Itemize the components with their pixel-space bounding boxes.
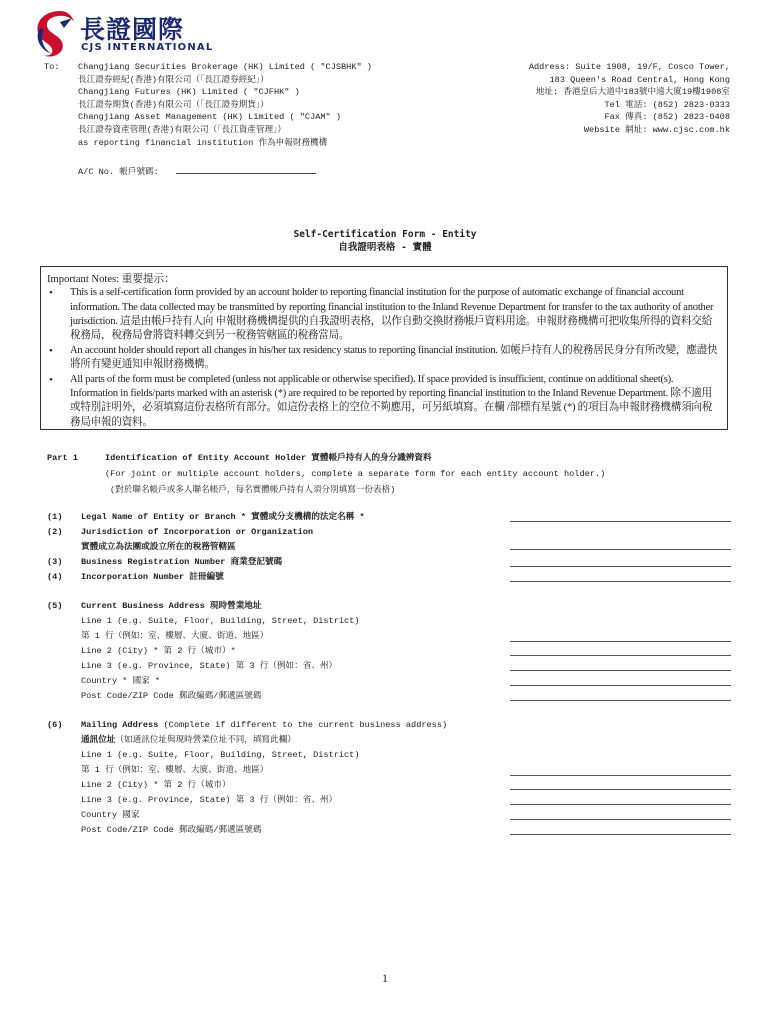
- mailing-country-field[interactable]: [510, 819, 731, 820]
- mailing-address-heading-note: (Complete if different to the current business address): [158, 720, 448, 730]
- address-line: 183 Queen's Road Central, Hong Kong: [549, 74, 730, 85]
- part1-label: Part 1: [47, 453, 78, 463]
- mailing-address-heading-cn: 通訊位址: [81, 735, 116, 745]
- logo-chinese-name: 長證國際: [80, 15, 185, 44]
- mailing-address-heading-cn-note: （如通訊位址與現時營業位址不同，填寫此欄）: [115, 735, 296, 745]
- recipient-line: Changjiang Securities Brokerage (HK) Limited ( "CJSBHK" ): [78, 62, 372, 72]
- address-line2-label: Line 2 (City) * 第 2 行（城市）*: [81, 646, 236, 656]
- form-title-en: Self-Certification Form - Entity: [293, 229, 477, 240]
- current-address-line3-field[interactable]: [510, 670, 731, 671]
- field-number: (5): [47, 601, 63, 611]
- part1-subtitle-en: (For joint or multiple account holders, complete a separate form for each entity account holder.): [105, 469, 606, 479]
- legal-name-field[interactable]: [510, 521, 731, 522]
- recipient-line: as reporting financial institution 作為申報財務機構: [78, 137, 328, 148]
- mailing-line1-label: Line 1 (e.g. Suite, Floor, Building, Street, District): [81, 750, 360, 760]
- mailing-postcode-label: Post Code/ZIP Code 郵政編碼/郵遞區號碼: [81, 825, 262, 835]
- mailing-address-heading-en: Mailing Address: [81, 720, 159, 730]
- account-number-field[interactable]: [176, 164, 316, 174]
- mailing-country-label: Country 國家: [81, 810, 140, 820]
- jurisdiction-label: Jurisdiction of Incorporation or Organization: [81, 527, 314, 537]
- current-address-line2-field[interactable]: [510, 655, 731, 656]
- current-country-field[interactable]: [510, 685, 731, 686]
- current-postcode-field[interactable]: [510, 700, 731, 701]
- recipient-line: Changjiang Futures (HK) Limited ( "CJFHK" ): [78, 87, 300, 98]
- current-address-heading: Current Business Address 現時營業地址: [81, 601, 262, 611]
- logo-emblem-icon: [30, 8, 76, 58]
- mailing-postcode-field[interactable]: [510, 834, 731, 835]
- recipient-line: 長江證券經紀(香港)有限公司（「長江證券經紀」）: [78, 74, 269, 85]
- business-registration-field[interactable]: [510, 566, 731, 567]
- mailing-line3-label: Line 3 (e.g. Province, State) 第 3 行（例如：省、州）: [81, 795, 338, 805]
- mailing-line1-label-cn: 第 1 行（例如：室、樓層、大廈、街道、地區）: [81, 765, 269, 775]
- address-line: Address: Suite 1908, 19/F, Cosco Tower,: [528, 62, 730, 72]
- logo-english-name: CJS INTERNATIONAL: [81, 42, 214, 53]
- company-logo: [30, 8, 230, 58]
- jurisdiction-label-cn: 實體成立為法團或設立所在的稅務管轄區: [81, 542, 236, 552]
- incorporation-number-field[interactable]: [510, 581, 731, 582]
- mailing-address-heading-cn-row: [81, 734, 296, 747]
- current-address-line1-field[interactable]: [510, 641, 731, 642]
- field-number: (6): [47, 720, 63, 730]
- fax-line: Fax 傳真: (852) 2823-0408: [604, 112, 730, 123]
- country-label: Country * 國家 *: [81, 676, 161, 686]
- form-title-cn: 自我證明表格 - 實體: [338, 242, 432, 253]
- field-number: (4): [47, 572, 63, 582]
- field-number: (1): [47, 512, 63, 522]
- recipient-line: Changjiang Asset Management (HK) Limited ( "CJAM" ): [78, 112, 342, 123]
- part1-title: Identification of Entity Account Holder 實體帳戶持有人的身分識辨資料: [105, 453, 432, 463]
- recipient-line: 長江證券資產管理(香港)有限公司（「長江資產管理」）: [78, 124, 286, 135]
- account-number-row: [78, 164, 316, 179]
- address-line3-label: Line 3 (e.g. Province, State) 第 3 行（例如：省、州）: [81, 661, 338, 671]
- form-title: [0, 228, 770, 254]
- address-line1-label-cn: 第 1 行（例如：室、樓層、大廈、街道、地區）: [81, 631, 269, 641]
- incorporation-number-label: Incorporation Number 註冊編號: [81, 572, 224, 582]
- jurisdiction-field[interactable]: [510, 549, 731, 550]
- account-number-label: A/C No. 帳戶號碼:: [78, 167, 159, 177]
- recipient-line: 長江證券期貨(香港)有限公司（「長江證券期貨」）: [78, 99, 269, 110]
- mailing-address-line2-field[interactable]: [510, 789, 731, 790]
- page-number: 1: [382, 971, 388, 985]
- address-line: 地址: 香港皇后大道中183號中遠大廈19樓1908室: [535, 87, 730, 98]
- note-item: • All parts of the form must be completed (unless not applicable or otherwise specified). If space provided is insufficient, continue on additional sheet(s). Information in fields/parts marked with an asterisk (*) are required to be reported by reporting financial institution to the Inland Revenue Department. 除不適用或特別註明外，必須填寫這份表格所有部分。如這份表格上的空位不夠應用，可另紙填寫。在欄 /部標有星號 (*) 的項目為申報財務機構須向稅務局申報的資料。: [47, 373, 721, 431]
- website-line: Website 網址: www.cjsc.com.hk: [583, 124, 730, 135]
- legal-name-label: Legal Name of Entity or Branch * 實體或分支機構的法定名稱 *: [81, 512, 365, 522]
- address-line1-label: Line 1 (e.g. Suite, Floor, Building, Street, District): [81, 616, 360, 626]
- mailing-address-line3-field[interactable]: [510, 804, 731, 805]
- note-item: • An account holder should report all changes in his/her tax residency status to reporting financial institution. 如帳戶持有人的稅務居民身分有所改變，應盡快將所有變更通知申報財務機構。: [47, 344, 721, 373]
- mailing-line2-label: Line 2 (City) * 第 2 行（城市）: [81, 780, 231, 790]
- field-number: (2): [47, 527, 63, 537]
- company-address-block: [529, 61, 730, 137]
- part1-subtitle-cn: (對於聯名帳戶或多人聯名帳戶，每名實體帳戶持有人須分別填寫一份表格): [110, 485, 396, 495]
- telephone-line: Tel 電話: (852) 2823-0333: [604, 99, 730, 110]
- postcode-label: Post Code/ZIP Code 郵政編碼/郵遞區號碼: [81, 691, 262, 701]
- mailing-address-heading: [81, 719, 447, 732]
- important-notes-box: [40, 266, 728, 430]
- note-item: • This is a self-certification form provided by an account holder to reporting financial institution for the purpose of automatic exchange of financial account information. The data collected may be transmitted by reporting financial institution to the Inland Revenue Department for transfer to the tax authority of another jurisdiction. 這是由帳戶持有人向 申報財務機構提供的自我證明表格，以作自動交換財務帳戶資料用途。申報財務機構可把收集所得的資料交給稅務局，稅務局會將資料轉交到另一稅務管轄區的稅務當局。: [47, 286, 721, 344]
- to-label: To:: [44, 62, 60, 72]
- field-number: (3): [47, 557, 63, 567]
- important-notes-heading: Important Notes: 重要提示：: [47, 274, 175, 285]
- business-registration-label: Business Registration Number 商業登記號碼: [81, 557, 283, 567]
- mailing-address-line1-field[interactable]: [510, 775, 731, 776]
